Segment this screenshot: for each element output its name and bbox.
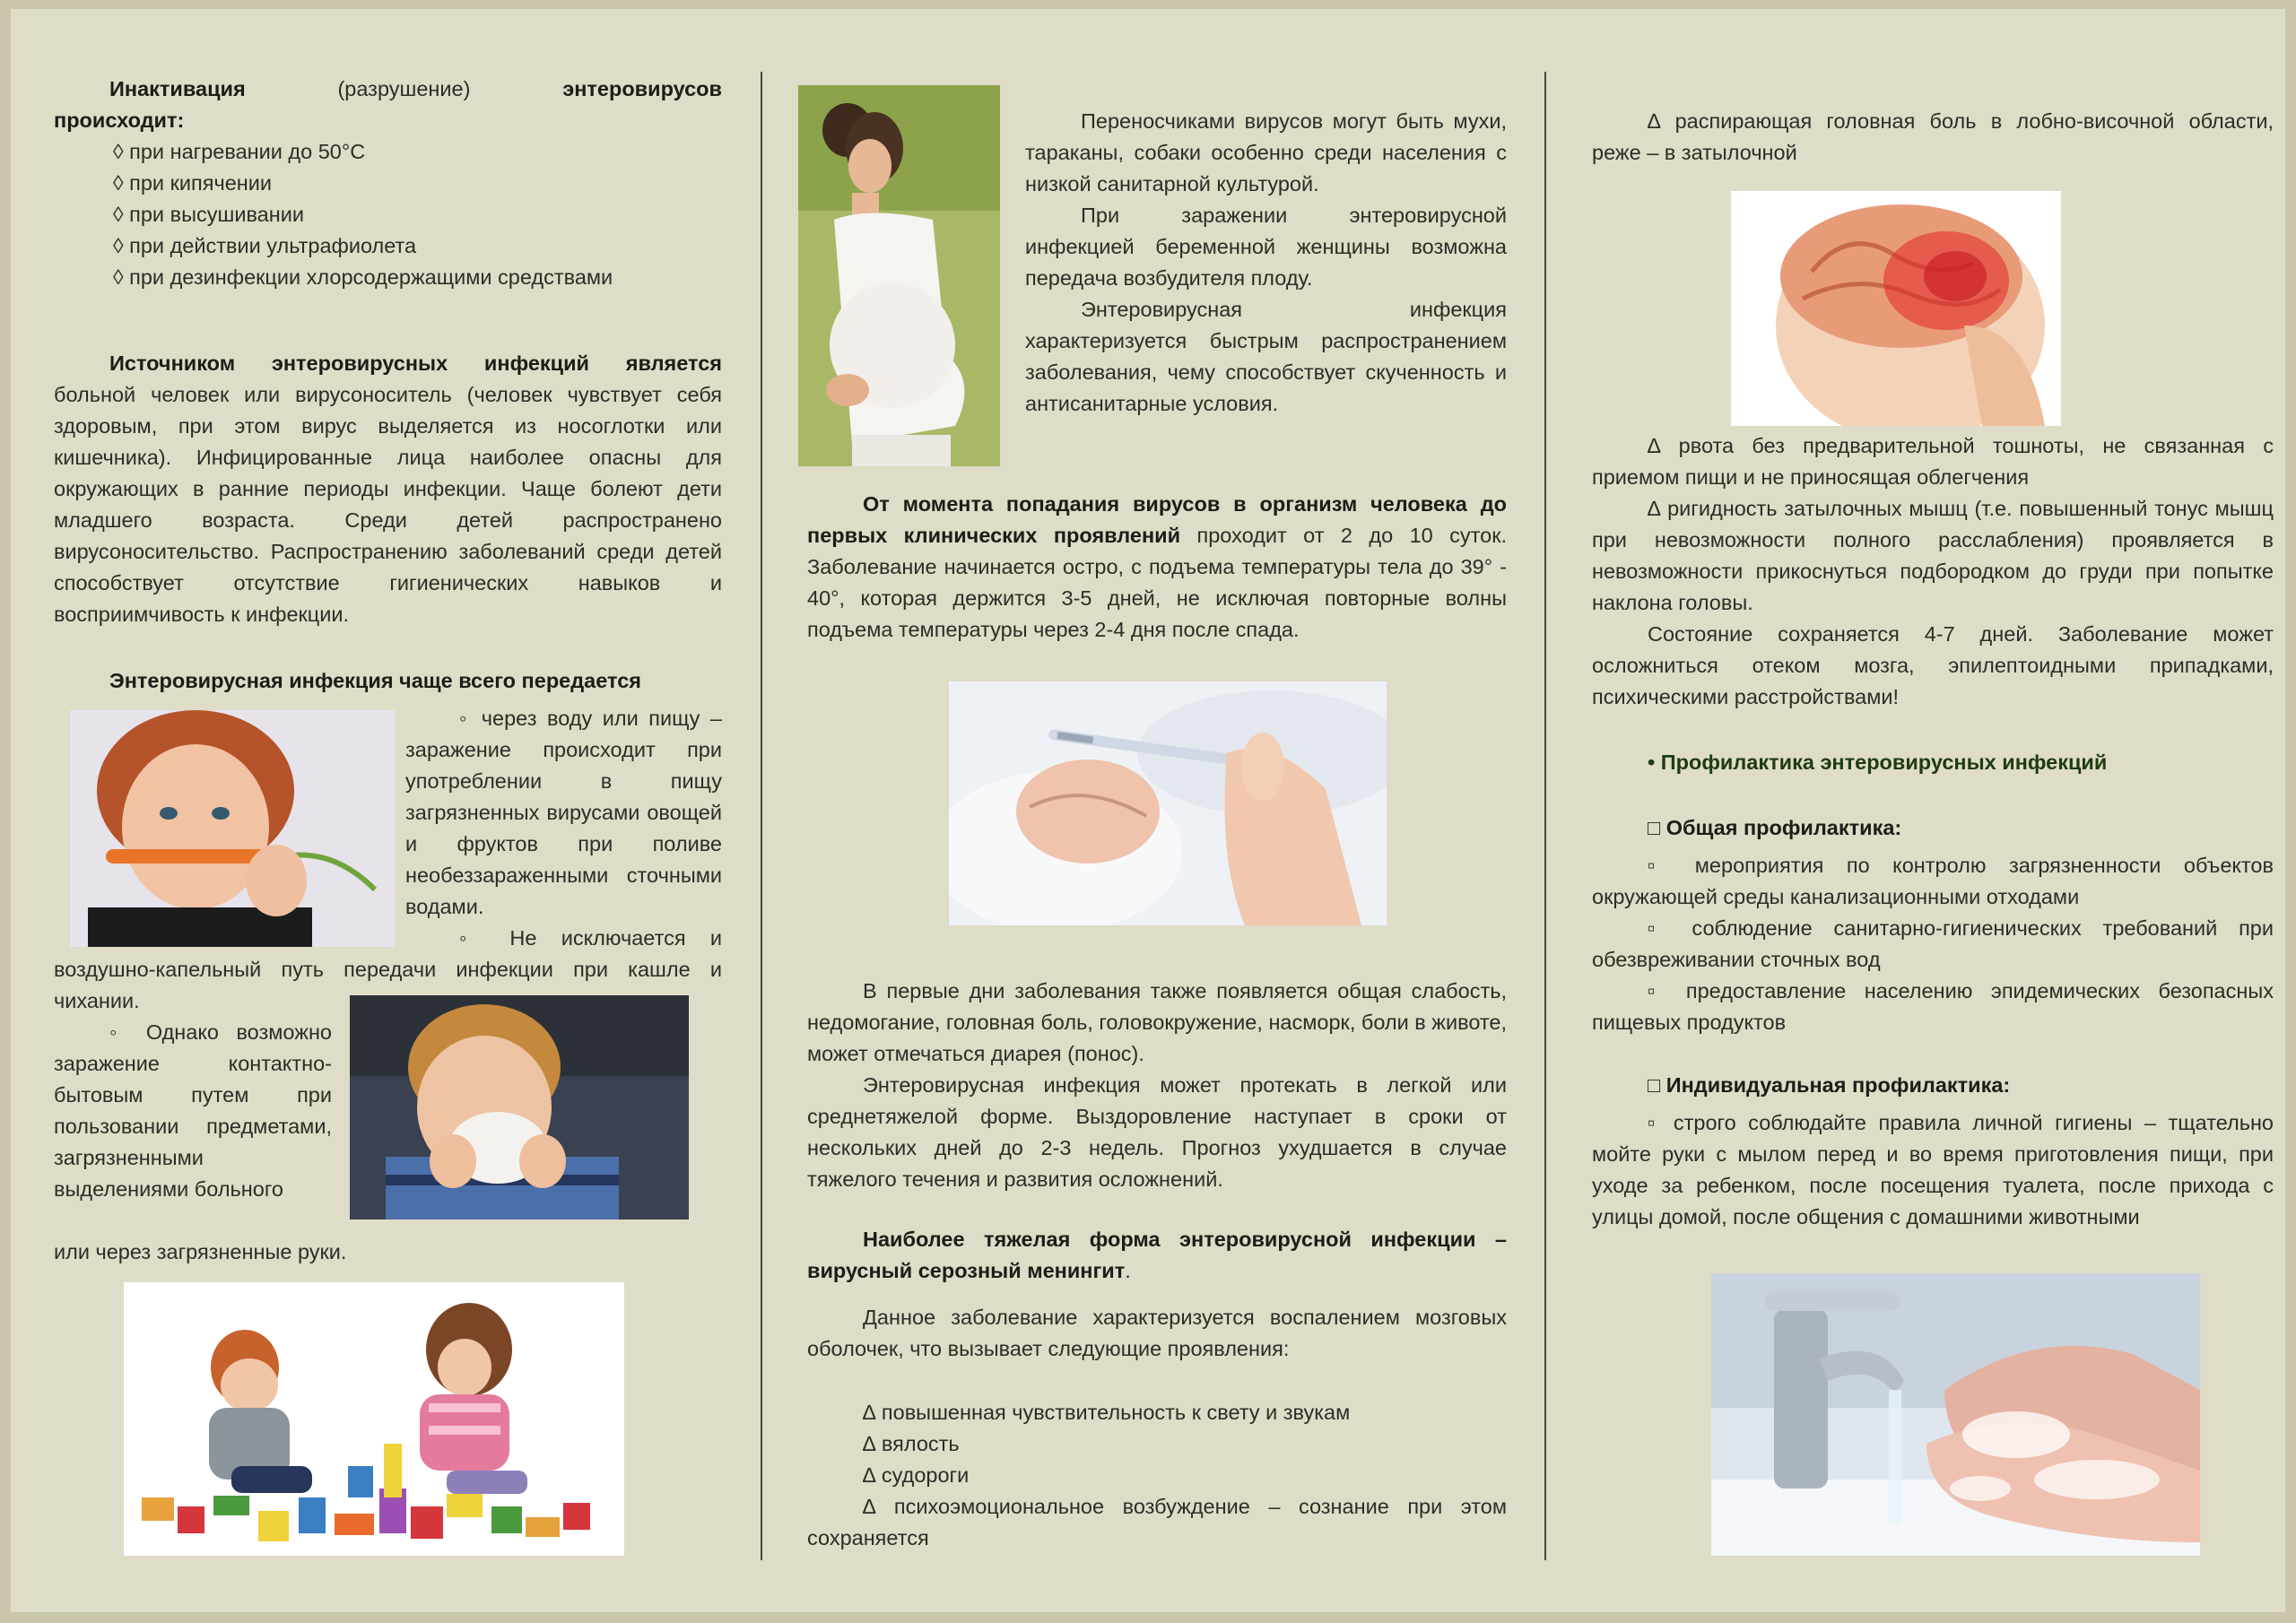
list-item: ∆ вялость [863, 1432, 960, 1455]
inactivation-heading: Инактивация (разрушение) энтеровирусов происходит: [54, 77, 722, 132]
general-item-1: ▫ мероприятия по контролю загрязненности объектов окружающей среды канализационными отходами [1592, 854, 2274, 908]
vomit-symptom: ∆ рвота без предварительной тошноты, не связанная с приемом пищи и не приносящая облегчения [1592, 434, 2274, 489]
symptom-last: ∆ психоэмоциональное возбуждение – сознание при этом сохраняется [807, 1495, 1507, 1549]
headache-symptom: ∆ распирающая головная боль в лобно-височной области, реже – в затылочной [1592, 109, 2274, 164]
rigidity-symptom: ∆ ригидность затылочных мышц (т.е. повышенный тонус мышц при невозможности полного расслабления) проявляется в невозможности прикоснуться подбородком до груди при попытке наклона головы. [1592, 497, 2274, 614]
column-3 [1592, 9, 2274, 1612]
onset-paragraph: От момента попадания вирусов в организм человека до первых клинических проявлений проходит от 2 до 10 суток. Заболевание начинается остро, с подъема температуры тела до 39° - 40°, которая держится 3-5 дней, не исключая повторные волны подъема температуры через 2-4 дня после спада. [807, 492, 1508, 641]
column-divider-2 [1544, 72, 1546, 1560]
first-days-paragraph: В первые дни заболевания также появляется общая слабость, недомогание, головная боль, головокружение, насморк, боли в животе, может отмечаться диарея (понос). [807, 979, 1507, 1065]
state-paragraph: Состояние сохраняется 4-7 дней. Заболевание может осложниться отеком мозга, эпилептоидными припадками, психическими расстройствами! [1592, 622, 2274, 708]
source-paragraph: больной человек или вирусоноситель (человек чувствует себя здоровым, при этом вирус выделяется из носоглотки или кишечника). Инфицированные лица наиболее опасны для окружающих в ранние периоды инфекции. Чаще болеют дети младшего возраста. Среди детей распространено вирусоносительство. Распространению заболеваний среди детей способствует отсутствие гигиенических навыков и восприимчивость к инфекции. [54, 383, 722, 626]
pregnant-paragraph: При заражении энтеровирусной инфекцией беременной женщины возможна передача возбудителя плоду. [1025, 204, 1507, 290]
course-paragraph: Энтеровирусная инфекция может протекать в легкой или среднетяжелой форме. Выздоровление наступает в сроки от нескольких дней до 2-3 недель. Прогноз ухудшается в случае тяжелого течения и развития осложнений. [807, 1073, 1507, 1191]
general-item-2: ▫ соблюдение санитарно-гигиенических требований при обезвреживании сточных вод [1592, 916, 2274, 971]
individual-prevention-paragraph: ▫ строго соблюдайте правила личной гигиены – тщательно мойте руки с мылом перед и во время приготовления пищи, при уходе за ребенком, после посещения туалета, после прихода с улицы домой, после общения с домашними животными [1592, 1111, 2274, 1228]
hand-washing-photo [1711, 1273, 2200, 1556]
list-item: ◊ при дезинфекции хлорсодержащими средствами [113, 265, 613, 289]
transmission-air-start: ◦ Не исключается и [459, 926, 722, 950]
individual-prevention-heading: □ Индивидуальная профилактика: [1648, 1073, 2011, 1097]
list-item: ∆ судороги [863, 1463, 970, 1487]
list-item: ◊ при нагревании до 50°С [113, 140, 366, 163]
general-item-3: ▫ предоставление населению эпидемических безопасных пищевых продуктов [1592, 979, 2274, 1034]
column-2 [798, 9, 1507, 1612]
symptoms-list [863, 1397, 1507, 1491]
transmission-air: воздушно-капельный путь передачи инфекции при кашле и чихании. [54, 958, 722, 1012]
prevention-heading: • Профилактика энтеровирусных инфекций [1648, 751, 2108, 774]
source-heading: Источником энтеровирусных инфекций является [109, 352, 722, 375]
column-divider-1 [761, 72, 762, 1560]
list-item: ◊ при высушивании [113, 203, 304, 226]
severe-form-heading: Наиболее тяжелая форма энтеровирусной инфекции – вирусный серозный менингит. [807, 1228, 1507, 1282]
disease-paragraph: Данное заболевание характеризуется воспалением мозговых оболочек, что вызывает следующие проявления: [807, 1306, 1507, 1360]
brochure-page [11, 9, 2285, 1612]
inactivation-list [54, 136, 722, 293]
general-prevention-heading: □ Общая профилактика: [1648, 816, 1902, 839]
transmission-contact-end: или через загрязненные руки. [54, 1240, 347, 1263]
infant-thermometer-photo [949, 681, 1387, 925]
head-pain-photo [1731, 191, 2061, 426]
spread-paragraph: Энтеровирусная инфекция характеризуется быстрым распространением заболевания, чему способствует скученность и антисанитарные условия. [1025, 298, 1507, 415]
boy-eating-carrot-photo [70, 710, 395, 947]
list-item: ∆ повышенная чувствительность к свету и звукам [863, 1401, 1351, 1424]
child-with-tissue-photo [350, 995, 689, 1219]
list-item: ◊ при действии ультрафиолета [113, 234, 417, 257]
transmission-water: ◦ через воду или пищу – заражение происходит при употреблении в пищу загрязненных вирусами овощей и фруктов при поливе необеззараженными сточными водами. [405, 707, 722, 918]
carriers-paragraph: Переносчиками вирусов могут быть мухи, тараканы, собаки особенно среди населения с низкой санитарной культурой. [1025, 109, 1507, 195]
pregnant-woman-photo [798, 85, 1000, 466]
transmission-contact: ◦ Однако возможно заражение контактно-бытовым путем при пользовании предметами, загрязненными выделениями больного [54, 1020, 332, 1201]
column-1 [54, 9, 722, 1612]
children-playing-blocks-photo [124, 1282, 624, 1556]
list-item: ◊ при кипячении [113, 171, 272, 195]
transmission-heading: Энтеровирусная инфекция чаще всего передается [109, 669, 641, 692]
